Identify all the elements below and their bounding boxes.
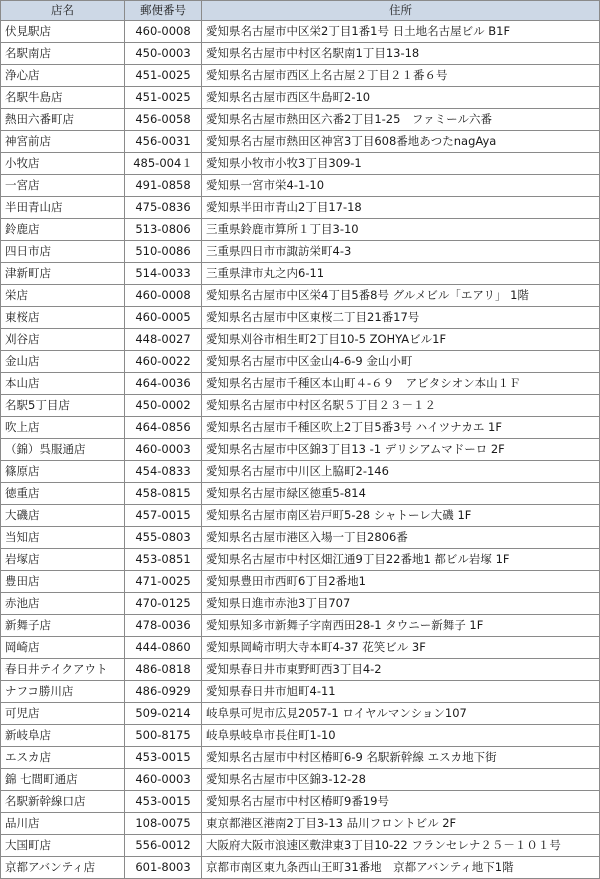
postal-code-cell: 486-0818 (125, 659, 202, 681)
postal-code-cell: 460-0003 (125, 769, 202, 791)
table-row (1, 439, 600, 461)
postal-code-cell: 457-0015 (125, 505, 202, 527)
postal-code-cell: 556-0012 (125, 835, 202, 857)
postal-code-cell: 448-0027 (125, 329, 202, 351)
address-cell: 愛知県名古屋市千種区吹上2丁目5番3号 ハイツナカエ 1F (202, 417, 600, 439)
address-cell: 京都市南区東九条西山王町31番地 京都アバンティ地下1階 (202, 857, 600, 879)
address-cell: 東京都港区港南2丁目3-13 品川フロントビル 2F (202, 813, 600, 835)
header-store-name: 店名 (1, 1, 125, 21)
store-name-cell: 四日市店 (1, 241, 125, 263)
table-row (1, 461, 600, 483)
postal-code-cell: 485-004１ (125, 153, 202, 175)
table-row (1, 791, 600, 813)
store-name-cell: 浄心店 (1, 65, 125, 87)
store-name-cell: 京都アバンティ店 (1, 857, 125, 879)
table-row (1, 769, 600, 791)
table-row (1, 615, 600, 637)
store-name-cell: 当知店 (1, 527, 125, 549)
postal-code-cell: 509-0214 (125, 703, 202, 725)
postal-code-cell: 451-0025 (125, 65, 202, 87)
address-cell: 愛知県名古屋市千種区本山町４-６９ アビタシオン本山１Ｆ (202, 373, 600, 395)
address-cell: 愛知県知多市新舞子字南西田28-1 タウニー新舞子 1F (202, 615, 600, 637)
address-cell: 愛知県名古屋市中村区畑江通9丁目22番地1 都ビル岩塚 1F (202, 549, 600, 571)
store-name-cell: 栄店 (1, 285, 125, 307)
store-name-cell: 本山店 (1, 373, 125, 395)
table-row (1, 263, 600, 285)
address-cell: 愛知県名古屋市港区入場一丁目2806番 (202, 527, 600, 549)
address-cell: 愛知県名古屋市中村区名駅南1丁目13-18 (202, 43, 600, 65)
store-name-cell: 小牧店 (1, 153, 125, 175)
table-row (1, 109, 600, 131)
table-row (1, 65, 600, 87)
address-cell: 愛知県名古屋市中区栄2丁目1番1号 日土地名古屋ビル B1F (202, 21, 600, 43)
address-cell: 愛知県岡崎市明大寺本町4-37 花笑ビル 3F (202, 637, 600, 659)
header-postal-code: 郵便番号 (125, 1, 202, 21)
address-cell: 愛知県名古屋市中川区上脇町2-146 (202, 461, 600, 483)
table-row (1, 197, 600, 219)
store-name-cell: 名駅新幹線口店 (1, 791, 125, 813)
table-row (1, 593, 600, 615)
postal-code-cell: 453-0015 (125, 747, 202, 769)
address-cell: 愛知県豊田市西町6丁目2番地1 (202, 571, 600, 593)
postal-code-cell: 108-0075 (125, 813, 202, 835)
table-body (1, 21, 600, 879)
table-row (1, 659, 600, 681)
store-name-cell: 熱田六番町店 (1, 109, 125, 131)
store-name-cell: 大磯店 (1, 505, 125, 527)
address-cell: 愛知県名古屋市熱田区六番2丁目1-25 ファミール六番 (202, 109, 600, 131)
store-name-cell: 東桜店 (1, 307, 125, 329)
store-name-cell: 徳重店 (1, 483, 125, 505)
postal-code-cell: 513-0806 (125, 219, 202, 241)
address-cell: 愛知県名古屋市中区金山4-6-9 金山小町 (202, 351, 600, 373)
store-name-cell: エスカ店 (1, 747, 125, 769)
table-row (1, 747, 600, 769)
postal-code-cell: 471-0025 (125, 571, 202, 593)
postal-code-cell: 510-0086 (125, 241, 202, 263)
table-row (1, 527, 600, 549)
header-address: 住所 (202, 1, 600, 21)
store-name-cell: 神宮前店 (1, 131, 125, 153)
postal-code-cell: 470-0125 (125, 593, 202, 615)
address-cell: 愛知県小牧市小牧3丁目309-1 (202, 153, 600, 175)
store-name-cell: 名駅牛島店 (1, 87, 125, 109)
address-cell: 愛知県半田市青山2丁目17-18 (202, 197, 600, 219)
store-name-cell: 名駅南店 (1, 43, 125, 65)
address-cell: 大阪府大阪市浪速区敷津東3丁目10-22 フランセレナ２５－１０１号 (202, 835, 600, 857)
table-header-row (1, 1, 600, 21)
store-name-cell: 岩塚店 (1, 549, 125, 571)
address-cell: 愛知県名古屋市中区錦3-12-28 (202, 769, 600, 791)
store-name-cell: 新舞子店 (1, 615, 125, 637)
table-row (1, 219, 600, 241)
table-row (1, 285, 600, 307)
postal-code-cell: 478-0036 (125, 615, 202, 637)
postal-code-cell: 464-0036 (125, 373, 202, 395)
address-cell: 岐阜県岐阜市長住町1-10 (202, 725, 600, 747)
table-row (1, 307, 600, 329)
postal-code-cell: 460-0022 (125, 351, 202, 373)
postal-code-cell: 456-0058 (125, 109, 202, 131)
table-row (1, 21, 600, 43)
address-cell: 愛知県名古屋市西区上名古屋２丁目２１番６号 (202, 65, 600, 87)
postal-code-cell: 453-0015 (125, 791, 202, 813)
address-cell: 愛知県名古屋市中区錦3丁目13 -1 デリシアムマドーロ 2F (202, 439, 600, 461)
table-row (1, 417, 600, 439)
address-cell: 岐阜県可児市広見2057-1 ロイヤルマンション107 (202, 703, 600, 725)
store-name-cell: 品川店 (1, 813, 125, 835)
address-cell: 愛知県名古屋市緑区徳重5-814 (202, 483, 600, 505)
table-row (1, 505, 600, 527)
postal-code-cell: 456-0031 (125, 131, 202, 153)
address-cell: 愛知県名古屋市中村区椿町6-9 名駅新幹線 エスカ地下街 (202, 747, 600, 769)
postal-code-cell: 464-0856 (125, 417, 202, 439)
store-name-cell: 刈谷店 (1, 329, 125, 351)
store-name-cell: 岡崎店 (1, 637, 125, 659)
store-name-cell: 金山店 (1, 351, 125, 373)
store-name-cell: 一宮店 (1, 175, 125, 197)
postal-code-cell: 458-0815 (125, 483, 202, 505)
store-name-cell: 錦 七間町通店 (1, 769, 125, 791)
postal-code-cell: 451-0025 (125, 87, 202, 109)
table-row (1, 637, 600, 659)
postal-code-cell: 454-0833 (125, 461, 202, 483)
store-name-cell: 津新町店 (1, 263, 125, 285)
store-name-cell: 鈴鹿店 (1, 219, 125, 241)
table-row (1, 131, 600, 153)
store-name-cell: 赤池店 (1, 593, 125, 615)
table-row (1, 395, 600, 417)
store-name-cell: 名駅5丁目店 (1, 395, 125, 417)
postal-code-cell: 514-0033 (125, 263, 202, 285)
postal-code-cell: 450-0002 (125, 395, 202, 417)
address-cell: 愛知県名古屋市中村区名駅５丁目２３－１２ (202, 395, 600, 417)
postal-code-cell: 475-0836 (125, 197, 202, 219)
store-name-cell: ナフコ勝川店 (1, 681, 125, 703)
store-name-cell: 篠原店 (1, 461, 125, 483)
table-row (1, 153, 600, 175)
store-name-cell: （錦）呉服通店 (1, 439, 125, 461)
address-cell: 愛知県春日井市旭町4-11 (202, 681, 600, 703)
postal-code-cell: 453-0851 (125, 549, 202, 571)
address-cell: 愛知県名古屋市中村区椿町9番19号 (202, 791, 600, 813)
address-cell: 愛知県春日井市東野町西3丁目4-2 (202, 659, 600, 681)
store-name-cell: 春日井テイクアウト (1, 659, 125, 681)
table-row (1, 857, 600, 879)
table-row (1, 351, 600, 373)
table-row (1, 725, 600, 747)
address-cell: 三重県鈴鹿市算所１丁目3-10 (202, 219, 600, 241)
table-row (1, 175, 600, 197)
address-cell: 三重県四日市市諏訪栄町4-3 (202, 241, 600, 263)
address-cell: 愛知県名古屋市中区栄4丁目5番8号 グルメビル「エアリ」 1階 (202, 285, 600, 307)
table-row (1, 549, 600, 571)
postal-code-cell: 460-0005 (125, 307, 202, 329)
address-cell: 愛知県名古屋市南区岩戸町5-28 シャトーレ大磯 1F (202, 505, 600, 527)
postal-code-cell: 455-0803 (125, 527, 202, 549)
table-row (1, 571, 600, 593)
store-name-cell: 大国町店 (1, 835, 125, 857)
postal-code-cell: 450-0003 (125, 43, 202, 65)
postal-code-cell: 444-0860 (125, 637, 202, 659)
table-row (1, 241, 600, 263)
postal-code-cell: 500-8175 (125, 725, 202, 747)
table-row (1, 87, 600, 109)
address-cell: 愛知県刈谷市相生町2丁目10-5 ZOHYAビル1F (202, 329, 600, 351)
address-cell: 愛知県名古屋市熱田区神宮3丁目608番地あつたnagAya (202, 131, 600, 153)
address-cell: 愛知県一宮市栄4-1-10 (202, 175, 600, 197)
table-row (1, 43, 600, 65)
address-cell: 愛知県名古屋市西区牛島町2-10 (202, 87, 600, 109)
address-cell: 三重県津市丸之内6-11 (202, 263, 600, 285)
postal-code-cell: 601-8003 (125, 857, 202, 879)
table-row (1, 483, 600, 505)
table-row (1, 703, 600, 725)
postal-code-cell: 460-0008 (125, 21, 202, 43)
store-name-cell: 豊田店 (1, 571, 125, 593)
store-name-cell: 新岐阜店 (1, 725, 125, 747)
store-name-cell: 吹上店 (1, 417, 125, 439)
table-row (1, 835, 600, 857)
postal-code-cell: 460-0008 (125, 285, 202, 307)
store-name-cell: 可児店 (1, 703, 125, 725)
table-row (1, 681, 600, 703)
postal-code-cell: 491-0858 (125, 175, 202, 197)
store-name-cell: 半田青山店 (1, 197, 125, 219)
address-cell: 愛知県名古屋市中区東桜二丁目21番17号 (202, 307, 600, 329)
table-row (1, 813, 600, 835)
address-cell: 愛知県日進市赤池3丁目707 (202, 593, 600, 615)
postal-code-cell: 460-0003 (125, 439, 202, 461)
table-row (1, 329, 600, 351)
postal-code-cell: 486-0929 (125, 681, 202, 703)
store-name-cell: 伏見駅店 (1, 21, 125, 43)
table-row (1, 373, 600, 395)
